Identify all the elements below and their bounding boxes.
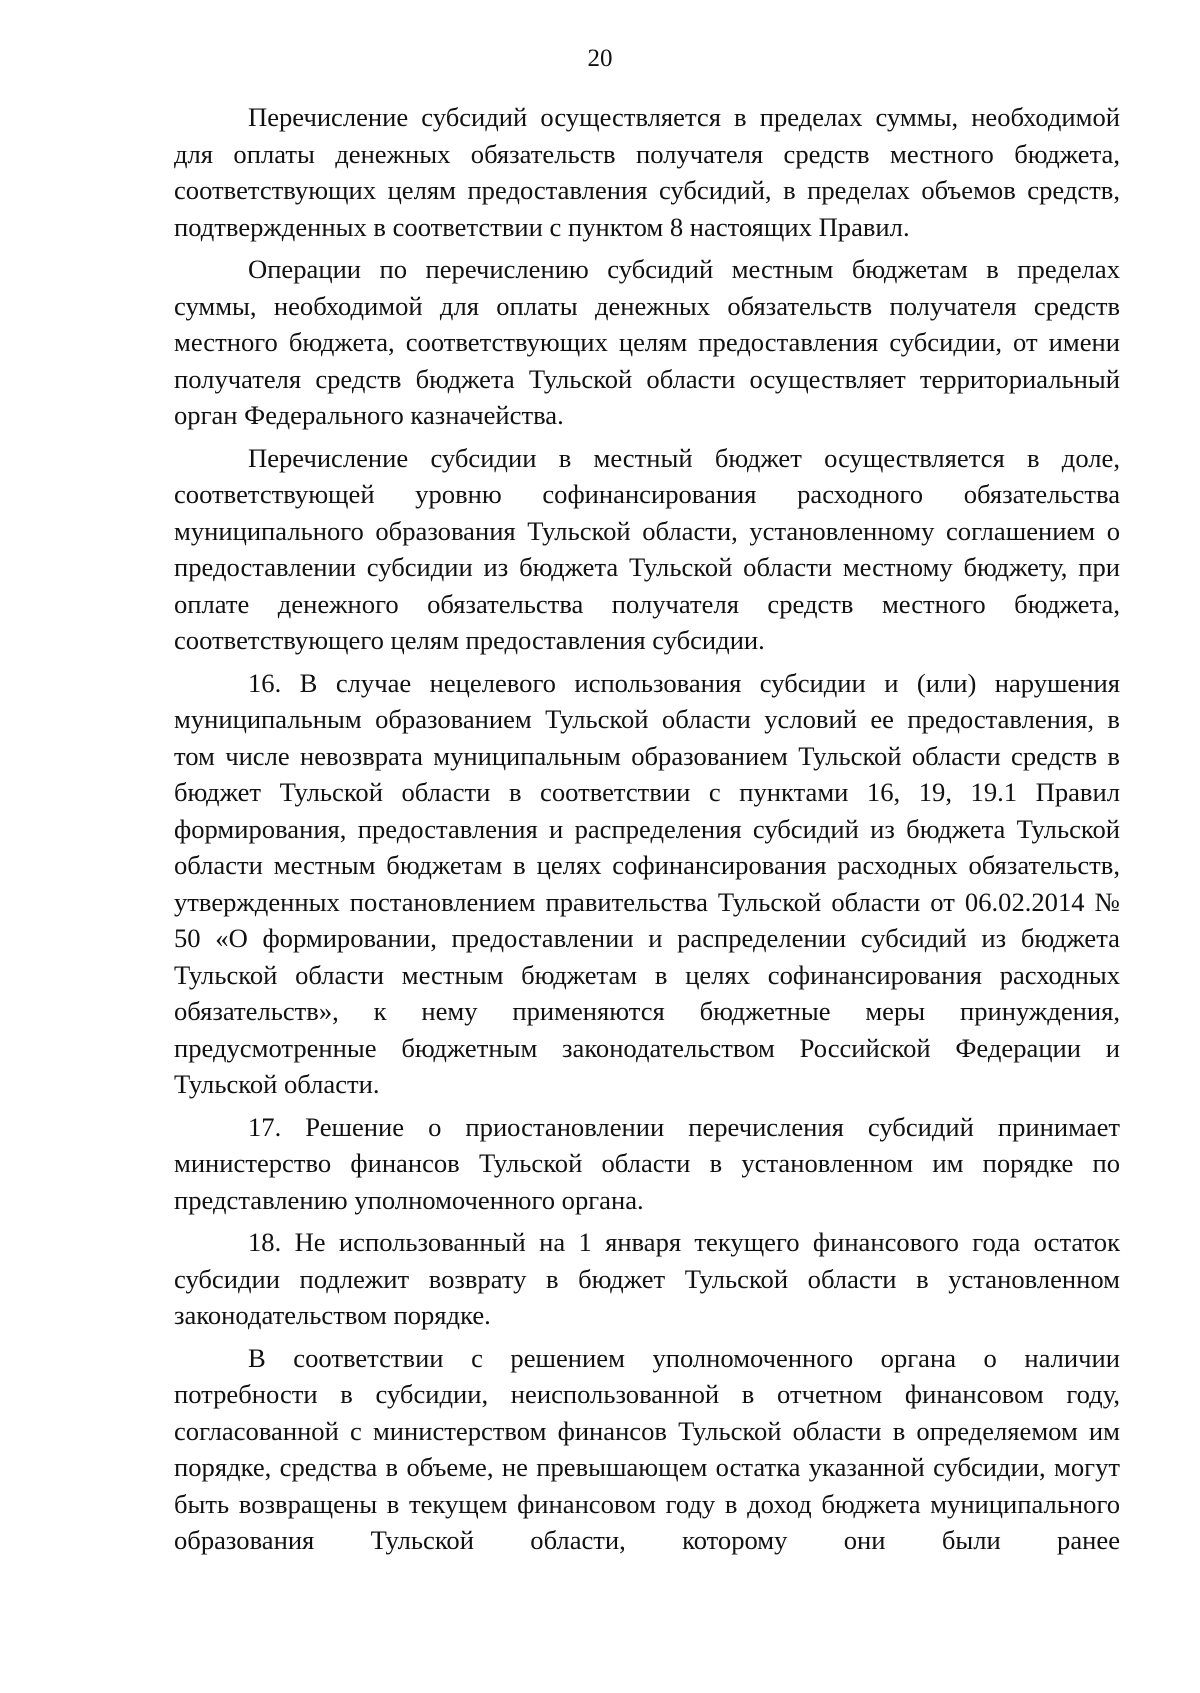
paragraph-subsidy-transfer: Перечисление субсидий осуществляется в пределах суммы, необходимой для оплаты денежных обязательств получателя средств местного бюджета, соответствующих целям предоставления субсидий, в пределах объемов средств, подтвержденных в соответствии с пунктом 8 настоящих Правил. [174, 102, 1120, 242]
paragraph-item-17: 17. Решение о приостановлении перечисления субсидий принимает министерство финансов Тульской области в установленном им порядке по представлению уполномоченного органа. [174, 1111, 1120, 1215]
document-body [174, 99, 1120, 1559]
page-number: 20 [587, 45, 613, 72]
paragraph-treasury-operations: Операции по перечислению субсидий местным бюджетам в пределах суммы, необходимой для оплаты денежных обязательств получателя средств местного бюджета, соответствующих целям предоставления субсидии, от имени получателя средств бюджета Тульской области осуществляет территориальный орган Федерального казначейства. [174, 254, 1120, 430]
paragraph-unused-subsidy-return: В соответствии с решением уполномоченного органа о наличии потребности в субсидии, неиспользованной в отчетном финансовом году, согласованной с министерством финансов Тульской области в определяемом им порядке, средства в объеме, не превышающем остатка указанной субсидии, могут быть возвращены в текущем финансовом году в доход бюджета муниципального образования Тульской области, которому они были ранее [174, 1342, 1120, 1555]
paragraph-cofinancing-share: Перечисление субсидии в местный бюджет осуществляется в доле, соответствующей уровню софинансирования расходного обязательства муниципального образования Тульской области, установленному соглашением о предоставлении субсидии из бюджета Тульской области местному бюджету, при оплате денежного обязательства получателя средств местного бюджета, соответствующего целям предоставления субсидии. [174, 442, 1120, 655]
paragraph-item-16: 16. В случае нецелевого использования субсидии и (или) нарушения муниципальным образованием Тульской области условий ее предоставления, в том числе невозврата муниципальным образованием Тульской области средств в бюджет Тульской области в соответствии с пунктами 16, 19, 19.1 Правил формирования, предоставления и распределения субсидий из бюджета Тульской области местным бюджетам в целях софинансирования расходных обязательств, утвержденных постановлением правительства Тульской области от 06.02.2014 № 50 «О формировании, предоставлении и распределении субсидий из бюджета Тульской области местным бюджетам в целях софинансирования расходных обязательств», к нему применяются бюджетные меры принуждения, предусмотренные бюджетным законодательством Российской Федерации и Тульской области. [174, 667, 1120, 1099]
paragraph-item-18: 18. Не использованный на 1 января текущего финансового года остаток субсидии подлежит возврату в бюджет Тульской области в установленном законодательством порядке. [174, 1227, 1120, 1330]
